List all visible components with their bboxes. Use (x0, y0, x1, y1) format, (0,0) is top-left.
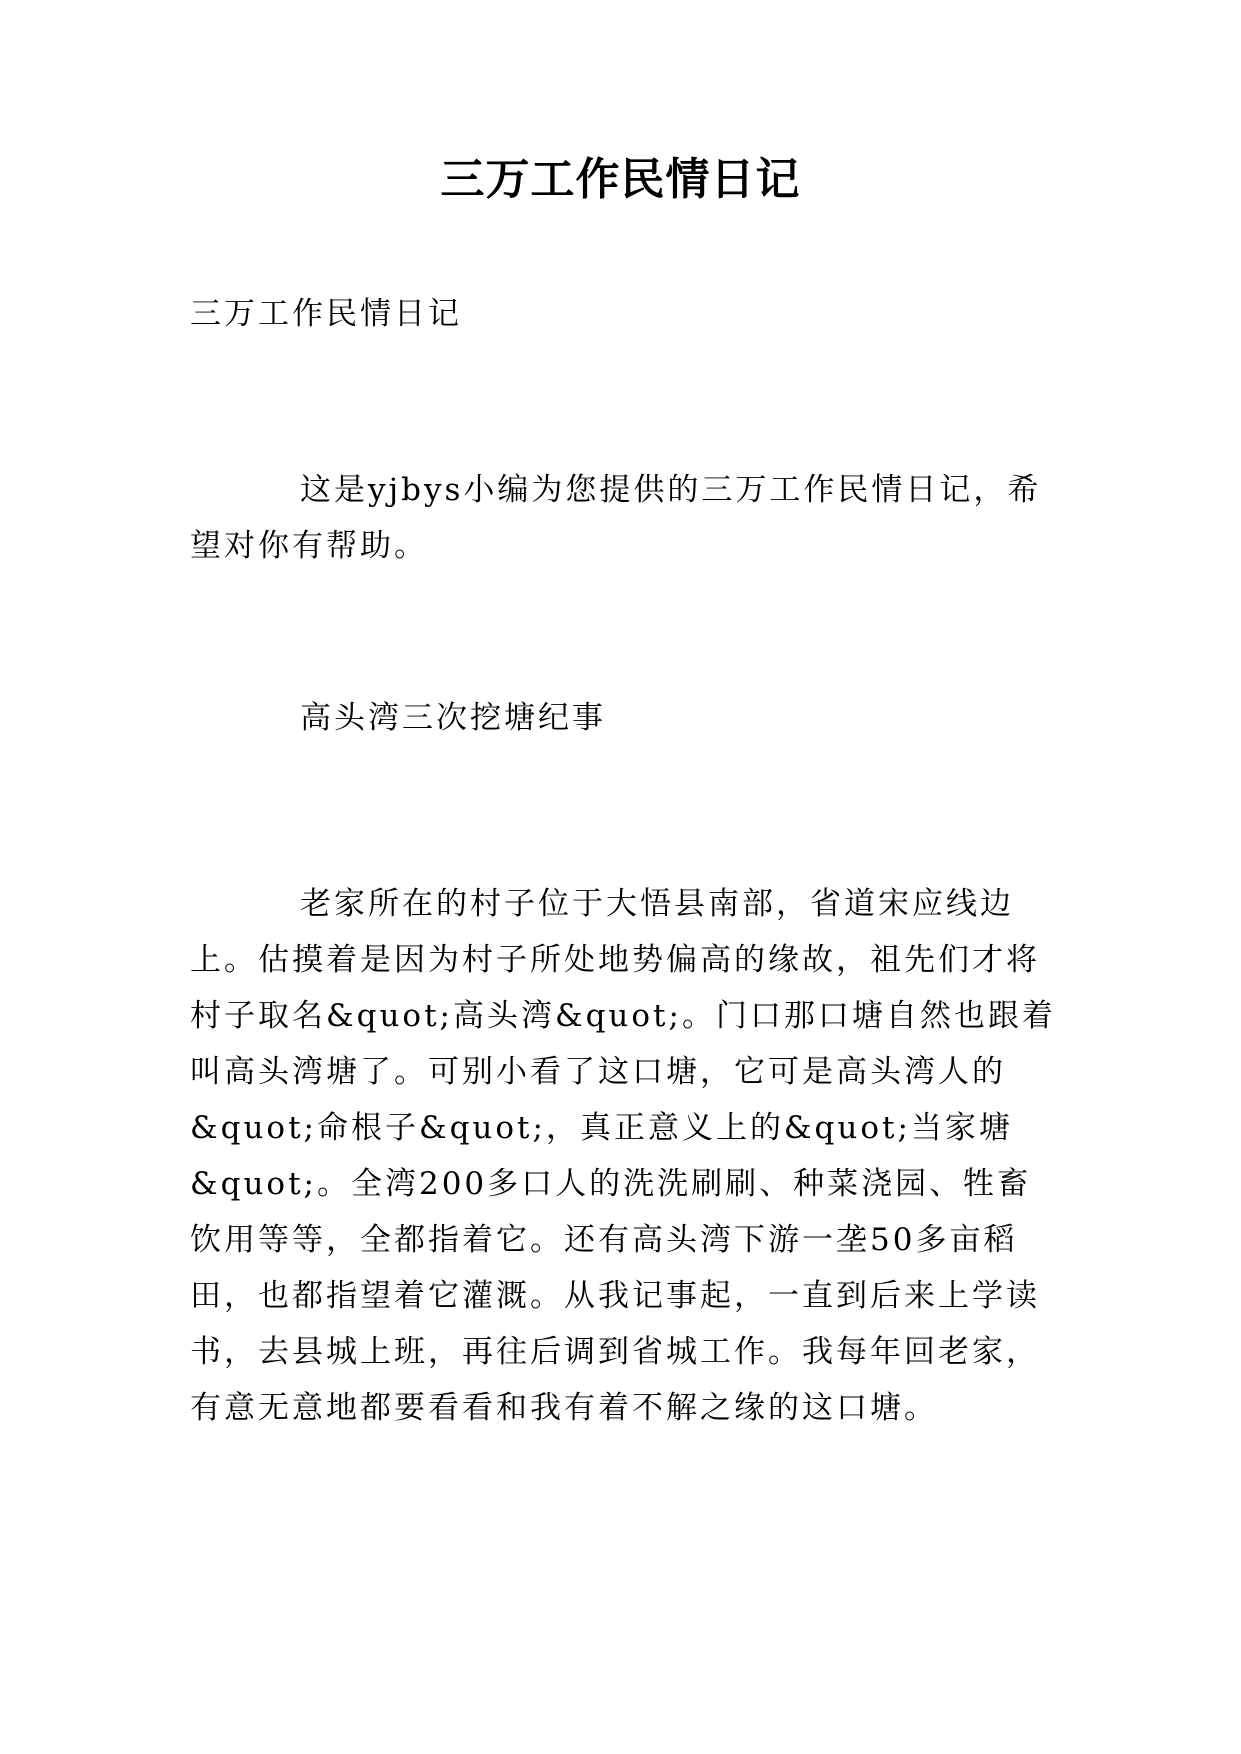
document-title: 三万工作民情日记 (440, 154, 801, 205)
section-heading: 高头湾三次挖塘纪事 (300, 700, 606, 736)
intro-paragraph: 这是yjbys小编为您提供的三万工作民情日记，希望对你有帮助。 (190, 472, 1042, 564)
document-subtitle: 三万工作民情日记 (190, 296, 462, 332)
story-paragraph: 老家所在的村子位于大悟县南部，省道宋应线边上。估摸着是因为村子所处地势偏高的缘故，祖先们才将村子取名&quot;高头湾&quot;。门口那口塘自然也跟着叫高头湾塘了。可别小看了这口塘，它可是高头湾人的&quot;命根子&quot;，真正意义上的&quot;当家塘&quot;。全湾200多口人的洗洗刷刷、种菜浇园、牲畜饮用等等，全都指着它。还有高头湾下游一垄50多亩稻田，也都指望着它灌溉。从我记事起，一直到后来上学读书，去县城上班，再往后调到省城工作。我每年回老家，有意无意地都要看看和我有着不解之缘的这口塘。 (190, 886, 1056, 1426)
